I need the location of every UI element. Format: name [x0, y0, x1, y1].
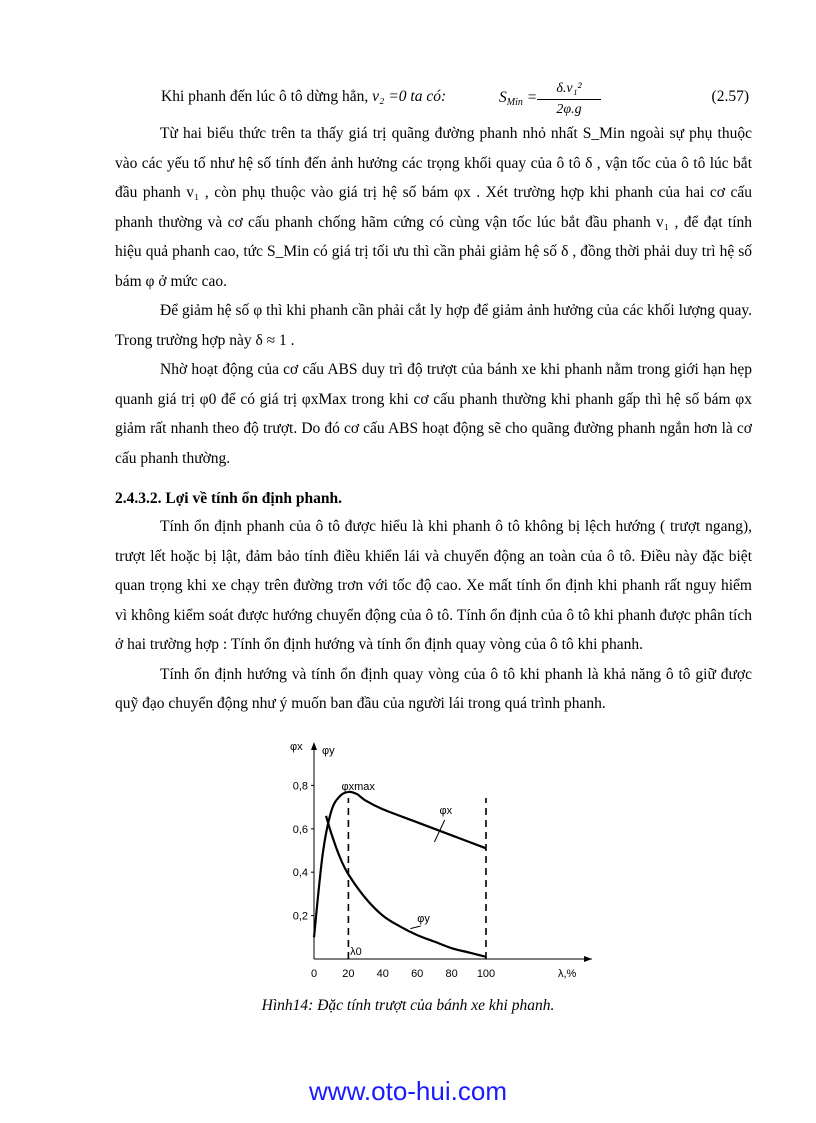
equation-number: (2.57): [711, 88, 749, 105]
y-axis-label-phix: φx: [290, 741, 303, 753]
y-axis-label-phiy: φy: [322, 745, 335, 757]
x-axis-label: λ,%: [558, 968, 577, 980]
curve-phiy-label: φy: [417, 913, 430, 925]
x-tick-label: 60: [411, 968, 424, 980]
series-phiy-curve: [326, 816, 486, 957]
y-tick-label: 0,6: [292, 823, 308, 836]
paragraph-4: Tính ổn định phanh của ô tô được hiểu là khi phanh ô tô không bị lệch hướng ( trượt ngang), trượt lết hoặc bị lật, đảm bảo tính điều khiển lái và chuyển động an toàn của ô tô. Điều này đặc biệt quan trọng khi xe chạy trên đường trơn với tốc độ cao. Xe mất tính ổn định khi phanh rất nguy hiểm vì không kiểm soát được hướng chuyển động của ô tô. Tính ổn định của ô tô khi phanh được phân tích ở hai trường hợp : Tính ổn định hướng và tính ổn định quay vòng của ô tô khi phanh.: [115, 518, 752, 653]
x-axis-arrow: [584, 956, 592, 962]
body-text-1: [115, 119, 752, 473]
section-heading: 2.4.3.2. Lợi về tính ổn định phanh.: [115, 490, 342, 507]
lambda0-label: λ0: [350, 946, 362, 958]
y-tick-label: 0,8: [292, 780, 308, 793]
peak-label: φxmax: [341, 781, 375, 793]
paragraph-5: Tính ổn định hướng và tính ổn định quay vòng của ô tô khi phanh là khả năng ô tô giữ được quỹ đạo chuyển động như ý muốn ban đầu của người lái trong quá trình phanh.: [115, 665, 752, 712]
formula-line: Khi phanh đến lúc ô tô dừng hẳn, v₂ =0 ta có: $S_{Min}$ = δ.v₁² 2φ.g (2.57): [161, 81, 749, 117]
paragraph-3: Nhờ hoạt động của cơ cấu ABS duy trì độ trượt của bánh xe khi phanh nằm trong giới hạn hẹp quanh giá trị φ0 để có giá trị φxMax trong khi cơ cấu phanh thường khi phanh gấp thì hệ số bám φx giảm rất nhanh theo độ trượt. Do đó cơ cấu ABS hoạt động sẽ cho quãng đường phanh ngắn hơn là cơ cấu phanh thường.: [115, 361, 752, 467]
y-tick-label: 0,2: [292, 910, 308, 923]
curve-phix-label: φx: [439, 805, 453, 817]
y-tick-label: 0,4: [292, 867, 308, 880]
x-tick-label: 20: [342, 968, 355, 980]
x-tick-label: 40: [376, 968, 389, 980]
slip-characteristic-chart: [280, 736, 600, 988]
paragraph-1: Từ hai biểu thức trên ta thấy giá trị quãng đường phanh nhỏ nhất S_Min ngoài sự phụ thuộc vào các yếu tố như hệ số tính đến ảnh hưởng các trọng khối quay của ô tô δ , vận tốc của ô tô lúc bắt đầu phanh v₁ , còn phụ thuộc vào giá trị hệ số bám φx . Xét trường hợp khi phanh của hai cơ cấu phanh thường và cơ cấu phanh chống hãm cứng có cùng vận tốc lúc bắt đầu phanh v₁ , để đạt tính hiệu quả phanh cao, tức S_Min có giá trị tối ưu thì cần phải giảm hệ số δ , đồng thời phải duy trì hệ số bám φ ở mức cao.: [115, 125, 752, 290]
x-tick-label: 0: [310, 968, 318, 980]
figure-caption: Hình14: Đặc tính trượt của bánh xe khi phanh.: [261, 997, 555, 1014]
body-text-2: [115, 512, 752, 719]
paragraph-2: Để giảm hệ số φ thì khi phanh cần phải cắt ly hợp để giảm ảnh hưởng của các khối lượng quay. Trong trường hợp này δ ≈ 1 .: [115, 302, 752, 349]
footer-link[interactable]: www.oto-hui.com: [309, 1076, 507, 1106]
y-axis-arrow: [311, 742, 317, 750]
series-phix-curve: [314, 792, 486, 937]
x-tick-label: 80: [445, 968, 458, 980]
formula-lead-text: Khi phanh đến lúc ô tô dừng hẳn, v₂ =0 ta có:: [161, 88, 447, 105]
x-tick-label: 100: [476, 968, 496, 980]
curve-phiy-leader: [410, 926, 420, 929]
